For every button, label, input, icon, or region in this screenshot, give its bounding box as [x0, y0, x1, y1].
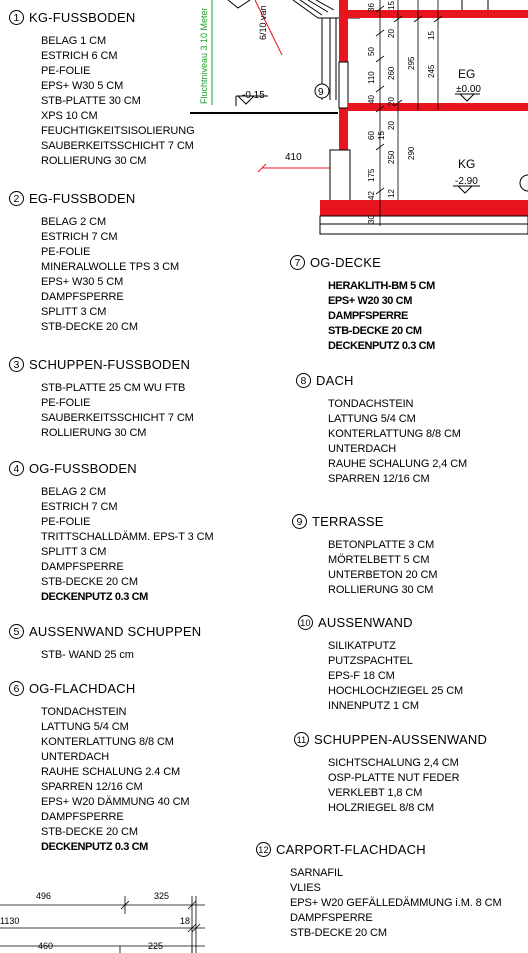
layer-item: EPS+ W20 30 CM: [328, 295, 412, 307]
layer-list: [328, 397, 467, 487]
layer-item: ROLLIERUNG 30 CM: [41, 427, 147, 439]
layer-section-6: [9, 681, 189, 855]
svg-text:40: 40: [367, 95, 376, 104]
layer-item: SPARREN 12/16 CM: [328, 473, 430, 485]
layer-section-3: [9, 357, 194, 441]
dim-460: 460: [38, 941, 54, 951]
dim-labels: [367, 1, 436, 224]
bottom-dimension-strip: [0, 896, 205, 953]
layer-item: BELAG 2 CM: [41, 216, 107, 228]
section-header: [290, 255, 435, 270]
layer-item: PE-FOLIE: [41, 516, 91, 528]
section-header: [256, 842, 502, 857]
eg-level-marker: [455, 67, 481, 101]
svg-text:EG: EG: [458, 67, 476, 81]
layer-item: UNTERDACH: [41, 751, 110, 763]
layer-item: STB-DECKE 20 CM: [290, 927, 387, 939]
section-number-circle: 8: [296, 373, 311, 388]
layer-item: STB-PLATTE 30 CM: [41, 95, 141, 107]
layer-item: EPS+ W30 5 CM: [41, 276, 124, 288]
section-title: TERRASSE: [312, 514, 384, 529]
layer-item: MÖRTELBETT 5 CM: [328, 554, 430, 566]
layer-section-2: [9, 191, 179, 335]
level-terrace: -0.15: [242, 90, 265, 101]
exterior-walls: [320, 0, 528, 234]
layer-item: PE-FOLIE: [41, 246, 91, 258]
layer-section-11: [294, 732, 487, 816]
svg-text:250: 250: [387, 150, 396, 164]
section-number-circle: 11: [294, 732, 309, 747]
layer-list: [290, 866, 502, 941]
dim-18: 18: [180, 916, 191, 926]
svg-text:175: 175: [367, 168, 376, 182]
svg-text:12: 12: [387, 189, 396, 198]
layer-list: [328, 279, 435, 354]
svg-text:-2.90: -2.90: [455, 176, 478, 187]
svg-text:20: 20: [387, 121, 396, 130]
section-header: [9, 681, 189, 696]
svg-text:290: 290: [407, 146, 416, 160]
kg-marker-partial: [520, 175, 528, 191]
layer-section-10: [298, 615, 463, 714]
layer-item: LATTUNG 5/4 CM: [41, 721, 129, 733]
dim-1130: 1130: [0, 916, 20, 926]
section-number-circle: 7: [290, 255, 305, 270]
layer-item: STB-DECKE 20 CM: [328, 325, 422, 337]
layer-item: DAMPFSPERRE: [41, 291, 124, 303]
layer-item: DAMPFSPERRE: [290, 912, 373, 924]
layer-item: SPLITT 3 CM: [41, 546, 107, 558]
terrace-marker: [315, 84, 329, 98]
layer-item: BETONPLATTE 3 CM: [328, 539, 435, 551]
section-header: [9, 624, 201, 639]
layer-list: [41, 215, 179, 335]
layer-item: STB-PLATTE 25 CM WU FTB: [41, 382, 186, 394]
layer-list: [328, 538, 437, 598]
svg-text:15: 15: [427, 31, 436, 40]
section-title: AUSSENWAND SCHUPPEN: [29, 624, 202, 639]
dim-225: 225: [148, 941, 164, 951]
section-header: [296, 373, 467, 388]
section-number-circle: 6: [9, 681, 24, 696]
layer-item: UNTERBETON 20 CM: [328, 569, 438, 581]
section-header: [9, 461, 214, 476]
svg-text:110: 110: [367, 71, 376, 84]
section-title: OG-FLACHDACH: [29, 681, 136, 696]
section-number-circle: 2: [9, 191, 24, 206]
layer-item: PUTZSPACHTEL: [328, 655, 413, 667]
section-number-circle: 1: [9, 10, 24, 25]
svg-text:42: 42: [367, 191, 376, 200]
layer-item: SARNAFIL: [290, 867, 343, 879]
layer-item: DECKENPUTZ 0.3 CM: [328, 340, 435, 352]
layer-item: ROLLIERUNG 30 CM: [41, 155, 147, 167]
layer-item: SILIKATPUTZ: [328, 640, 396, 652]
svg-text:20: 20: [387, 29, 396, 38]
layer-list: [41, 381, 194, 441]
dim-496: 496: [36, 891, 52, 901]
layer-item: BELAG 2 CM: [41, 486, 107, 498]
layer-section-7: [290, 255, 435, 354]
layer-item: ESTRICH 7 CM: [41, 501, 118, 513]
layer-item: KONTERLATTUNG 8/8 CM: [41, 736, 174, 748]
layer-section-5: [9, 624, 201, 663]
layer-item: HOLZRIEGEL 8/8 CM: [328, 802, 435, 814]
section-title: SCHUPPEN-FUSSBODEN: [29, 357, 191, 372]
svg-text:50: 50: [367, 47, 376, 56]
layer-item: RAUHE SCHALUNG 2.4 CM: [41, 766, 181, 778]
svg-text:KG: KG: [458, 157, 476, 171]
section-header: [292, 514, 437, 529]
layer-item: FEUCHTIGKEITSISOLIERUNG: [41, 125, 195, 137]
layer-section-9: [292, 514, 437, 598]
layer-list: [328, 756, 487, 816]
layer-list: [328, 639, 463, 714]
section-title: AUSSENWAND: [318, 615, 413, 630]
dim-325: 325: [154, 891, 170, 901]
layer-item: MINERALWOLLE TPS 3 CM: [41, 261, 180, 273]
svg-text:15: 15: [377, 131, 386, 140]
section-number-circle: 3: [9, 357, 24, 372]
section-number-circle: 10: [298, 615, 313, 630]
green-label: Fluchtniveau 3.10 Meter: [199, 7, 209, 104]
svg-text:30: 30: [367, 215, 376, 224]
layer-item: TRITTSCHALLDÄMM. EPS-T 3 CM: [41, 531, 214, 543]
section-title: OG-FUSSBODEN: [29, 461, 137, 476]
section-header: [9, 10, 195, 25]
layer-item: BELAG 1 CM: [41, 35, 107, 47]
section-title: OG-DECKE: [310, 255, 381, 270]
svg-text:295: 295: [407, 56, 416, 70]
layer-item: SICHTSCHALUNG 2,4 CM: [328, 757, 459, 769]
layer-item: DAMPFSPERRE: [41, 811, 124, 823]
layer-item: OSP-PLATTE NUT FEDER: [328, 772, 460, 784]
layer-item: STB-DECKE 20 CM: [41, 826, 138, 838]
section-title: EG-FUSSBODEN: [29, 191, 136, 206]
layer-item: TONDACHSTEIN: [328, 398, 414, 410]
layer-section-1: [9, 10, 195, 169]
layer-item: UNTERDACH: [328, 443, 397, 455]
section-title: CARPORT-FLACHDACH: [276, 842, 426, 857]
layer-item: EPS+ W20 DÄMMUNG 40 CM: [41, 796, 190, 808]
layer-item: TONDACHSTEIN: [41, 706, 127, 718]
layer-item: LATTUNG 5/4 CM: [328, 413, 416, 425]
section-title: KG-FUSSBODEN: [29, 10, 136, 25]
svg-text:60: 60: [367, 131, 376, 140]
layer-item: EPS+ W20 GEFÄLLEDÄMMUNG i.M. 8 CM: [290, 897, 502, 909]
layer-list: [41, 485, 214, 605]
layer-item: VERKLEBT 1,8 CM: [328, 787, 423, 799]
svg-text:±0.00: ±0.00: [456, 84, 481, 95]
layer-item: PE-FOLIE: [41, 65, 91, 77]
layer-item: SAUBERKEITSSCHICHT 7 CM: [41, 140, 194, 152]
section-number-circle: 9: [292, 514, 307, 529]
layer-item: SAUBERKEITSSCHICHT 7 CM: [41, 412, 194, 424]
section-header: [9, 357, 194, 372]
section-header: [294, 732, 487, 747]
section-header: [298, 615, 463, 630]
svg-text:410: 410: [285, 152, 302, 163]
layer-item: EPS-F 18 CM: [328, 670, 395, 682]
dim-410: [258, 152, 330, 172]
layer-item: DECKENPUTZ 0.3 CM: [41, 591, 148, 603]
layer-item: PE-FOLIE: [41, 397, 91, 409]
layer-item: ESTRICH 7 CM: [41, 231, 118, 243]
layer-item: STB-DECKE 20 CM: [41, 321, 138, 333]
layer-item: INNENPUTZ 1 CM: [328, 700, 419, 712]
layer-section-8: [296, 373, 467, 487]
layer-item: HOCHLOCHZIEGEL 25 CM: [328, 685, 464, 697]
layer-item: KONTERLATTUNG 8/8 CM: [328, 428, 461, 440]
layer-list: [41, 648, 201, 663]
svg-text:245: 245: [427, 64, 436, 78]
layer-item: SPARREN 12/16 CM: [41, 781, 143, 793]
section-header: [9, 191, 179, 206]
layer-item: EPS+ W30 5 CM: [41, 80, 124, 92]
layer-item: VLIES: [290, 882, 321, 894]
layer-section-4: [9, 461, 214, 605]
layer-item: ESTRICH 6 CM: [41, 50, 118, 62]
layer-item: RAUHE SCHALUNG 2,4 CM: [328, 458, 468, 470]
layer-list: [41, 34, 195, 169]
section-number-circle: 12: [256, 842, 271, 857]
section-number-circle: 4: [9, 461, 24, 476]
layer-list: [41, 705, 189, 855]
layer-item: DAMPFSPERRE: [328, 310, 408, 322]
layer-item: DECKENPUTZ 0.3 CM: [41, 841, 148, 853]
svg-text:36: 36: [367, 3, 376, 12]
layer-section-12: [256, 842, 502, 941]
layer-item: HERAKLITH-BM 5 CM: [328, 280, 435, 292]
section-title: SCHUPPEN-AUSSENWAND: [314, 732, 488, 747]
layer-item: SPLITT 3 CM: [41, 306, 107, 318]
svg-text:260: 260: [387, 66, 396, 80]
layer-item: DAMPFSPERRE: [41, 561, 124, 573]
kg-level-marker: [453, 157, 480, 193]
dim-6-10: 6/10 van: [258, 5, 268, 40]
layer-item: XPS 10 CM: [41, 110, 98, 122]
svg-text:9: 9: [318, 87, 324, 98]
svg-text:15: 15: [387, 1, 396, 10]
section-number-circle: 5: [9, 624, 24, 639]
layer-item: ROLLIERUNG 30 CM: [328, 584, 434, 596]
layer-item: STB- WAND 25 cm: [41, 649, 134, 661]
layer-item: STB-DECKE 20 CM: [41, 576, 138, 588]
svg-text:20: 20: [387, 97, 396, 106]
section-title: DACH: [316, 373, 354, 388]
